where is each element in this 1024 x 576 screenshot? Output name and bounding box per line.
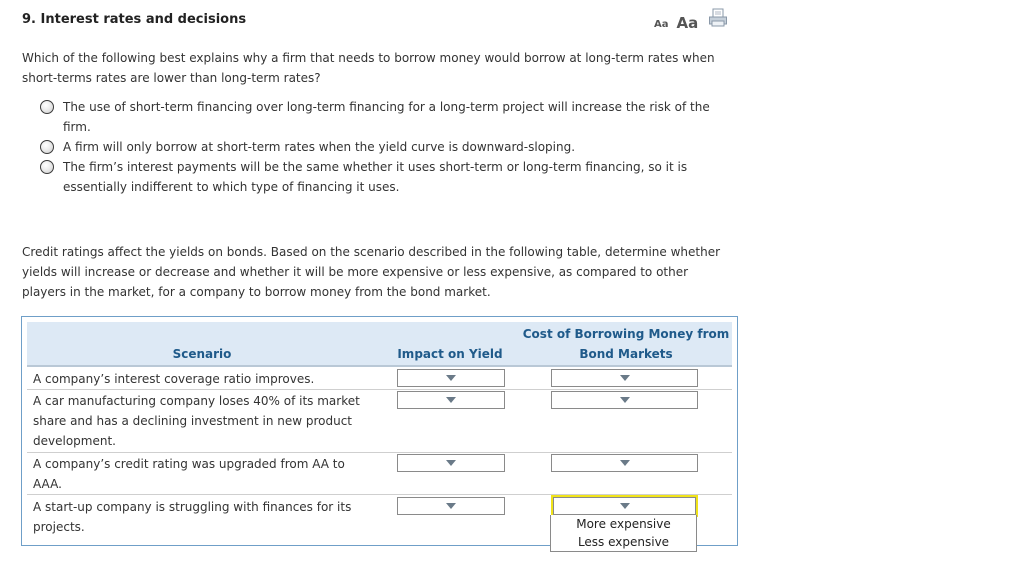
chevron-down-icon <box>620 503 630 509</box>
impact-dropdown[interactable] <box>397 454 505 472</box>
print-icon[interactable] <box>708 8 728 32</box>
dropdown-option-less-expensive[interactable]: Less expensive <box>577 535 670 549</box>
chevron-down-icon <box>620 460 630 466</box>
answer-option-label: The use of short-term financing over long-term financing for a long-term project will increase the risk of the firm. <box>63 100 710 134</box>
chevron-down-icon <box>620 375 630 381</box>
chevron-down-icon <box>620 397 630 403</box>
answer-options <box>40 97 730 197</box>
font-size-large-button[interactable]: Aa <box>676 14 699 32</box>
chevron-down-icon <box>446 397 456 403</box>
answer-option-1[interactable] <box>40 97 730 137</box>
dropdown-option-more-expensive[interactable]: More expensive <box>576 517 671 531</box>
header-impact-on-yield: Impact on Yield <box>397 347 503 361</box>
part2-intro: Credit ratings affect the yields on bonds. Based on the scenario described in the following table, determine whether yields will increase or decrease and whether it will be more expensive or less expensive, as compared to other players in the market, for a company to borrow money from the bond market. <box>22 245 721 299</box>
table-row <box>27 453 732 495</box>
chevron-down-icon <box>446 503 456 509</box>
cost-dropdown-active[interactable] <box>551 495 698 517</box>
scenario-cell: A company’s interest coverage ratio improves. <box>33 372 315 386</box>
table-header-row <box>27 322 732 367</box>
radio-button-icon[interactable] <box>40 160 54 174</box>
chevron-down-icon <box>446 375 456 381</box>
answer-option-2[interactable] <box>40 137 730 157</box>
impact-dropdown[interactable] <box>397 497 505 515</box>
cost-dropdown[interactable] <box>551 391 698 409</box>
answer-option-label: The firm’s interest payments will be the same whether it uses short-term or long-term financing, so it is essentially indifferent to which type of financing it uses. <box>63 160 688 194</box>
header-cost-of-borrowing: Cost of Borrowing Money from Bond Markets <box>522 327 730 361</box>
answer-option-label: A firm will only borrow at short-term rates when the yield curve is downward-sloping. <box>63 140 576 154</box>
toolbar <box>654 12 728 32</box>
scenario-cell: A car manufacturing company loses 40% of its market share and has a declining investment in new product development. <box>33 394 360 448</box>
answer-option-3[interactable] <box>40 157 730 197</box>
radio-button-icon[interactable] <box>40 140 54 154</box>
scenario-cell: A start-up company is struggling with finances for its projects. <box>33 500 352 534</box>
scenario-cell: A company’s credit rating was upgraded from AA to AAA. <box>33 457 345 491</box>
table-row <box>27 390 732 453</box>
chevron-down-icon <box>446 460 456 466</box>
question-text: Which of the following best explains why a firm that needs to borrow money would borrow at long-term rates when short-terms rates are lower than long-term rates? <box>22 51 715 85</box>
credit-rating-table <box>21 316 738 546</box>
radio-button-icon[interactable] <box>40 100 54 114</box>
impact-dropdown[interactable] <box>397 391 505 409</box>
print-icon-svg <box>708 8 728 28</box>
cost-dropdown-menu <box>550 515 697 552</box>
header-scenario: Scenario <box>172 347 232 361</box>
cost-dropdown[interactable] <box>551 369 698 387</box>
table-row <box>27 368 732 390</box>
question-title: 9. Interest rates and decisions <box>22 12 247 27</box>
cost-dropdown[interactable] <box>551 454 698 472</box>
font-size-small-button[interactable]: Aa <box>654 19 669 30</box>
impact-dropdown[interactable] <box>397 369 505 387</box>
